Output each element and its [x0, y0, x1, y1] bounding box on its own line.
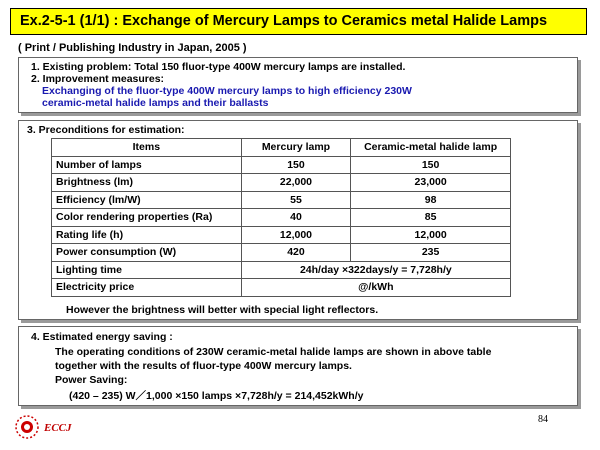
ceramic-value: 12,000	[351, 226, 511, 244]
table-row	[52, 156, 511, 174]
mercury-value: 40	[241, 209, 351, 227]
improvement-measures-text-2: ceramic-metal halide lamps and their ballasts	[42, 97, 269, 109]
power-saving-label: Power Saving:	[55, 374, 128, 386]
energy-saving-box	[18, 326, 578, 406]
eccj-logo-icon	[14, 414, 40, 440]
lighting-time-label: Lighting time	[52, 261, 242, 279]
improvement-measures-text-1: Exchanging of the fluor-type 400W mercury lamps to high efficiency 230W	[42, 85, 412, 97]
preconditions-box	[18, 120, 578, 320]
mercury-value: 420	[241, 244, 351, 262]
header-ceramic-lamp: Ceramic-metal halide lamp	[351, 139, 511, 157]
ceramic-value: 98	[351, 191, 511, 209]
row-label: Efficiency (lm/W)	[52, 191, 242, 209]
page-number: 84	[538, 414, 548, 425]
row-label: Color rendering properties (Ra)	[52, 209, 242, 227]
eccj-organization-label: ECCJ	[44, 422, 72, 434]
energy-saving-text-2: together with the results of fluor-type 400W mercury lamps.	[55, 360, 352, 372]
mercury-value: 55	[241, 191, 351, 209]
page-subtitle: ( Print / Publishing Industry in Japan, 2005 )	[18, 42, 247, 54]
table-row	[52, 261, 511, 279]
table-row	[52, 226, 511, 244]
power-saving-formula: (420 – 235) W／1,000 ×150 lamps ×7,728h/y = 214,452kWh/y	[69, 390, 364, 402]
preconditions-heading: 3. Preconditions for estimation:	[27, 124, 185, 136]
problem-measures-box	[18, 57, 578, 113]
ceramic-value: 23,000	[351, 174, 511, 192]
page-title: Ex.2-5-1 (1/1) : Exchange of Mercury Lamps to Ceramics metal Halide Lamps	[10, 8, 587, 35]
energy-saving-text-1: The operating conditions of 230W ceramic-metal halide lamps are shown in above table	[55, 346, 492, 358]
electricity-price-label: Electricity price	[52, 279, 242, 297]
energy-saving-heading: 4. Estimated energy saving :	[31, 331, 173, 343]
electricity-price-value: @/kWh	[241, 279, 510, 297]
ceramic-value: 235	[351, 244, 511, 262]
table-row	[52, 174, 511, 192]
row-label: Rating life (h)	[52, 226, 242, 244]
row-label: Brightness (lm)	[52, 174, 242, 192]
lighting-time-value: 24h/day ×322days/y = 7,728h/y	[241, 261, 510, 279]
row-label: Number of lamps	[52, 156, 242, 174]
table-row	[52, 279, 511, 297]
ceramic-value: 85	[351, 209, 511, 227]
table-header-row	[52, 139, 511, 157]
table-row	[52, 209, 511, 227]
header-items: Items	[52, 139, 242, 157]
table-row	[52, 244, 511, 262]
ceramic-value: 150	[351, 156, 511, 174]
table-row	[52, 191, 511, 209]
brightness-note: However the brightness will better with special light reflectors.	[66, 304, 379, 316]
mercury-value: 22,000	[241, 174, 351, 192]
existing-problem-text: 1. Existing problem: Total 150 fluor-type 400W mercury lamps are installed.	[31, 61, 406, 73]
header-mercury-lamp: Mercury lamp	[241, 139, 351, 157]
preconditions-table	[51, 138, 511, 297]
mercury-value: 150	[241, 156, 351, 174]
row-label: Power consumption (W)	[52, 244, 242, 262]
improvement-measures-heading: 2. Improvement measures:	[31, 73, 165, 85]
mercury-value: 12,000	[241, 226, 351, 244]
